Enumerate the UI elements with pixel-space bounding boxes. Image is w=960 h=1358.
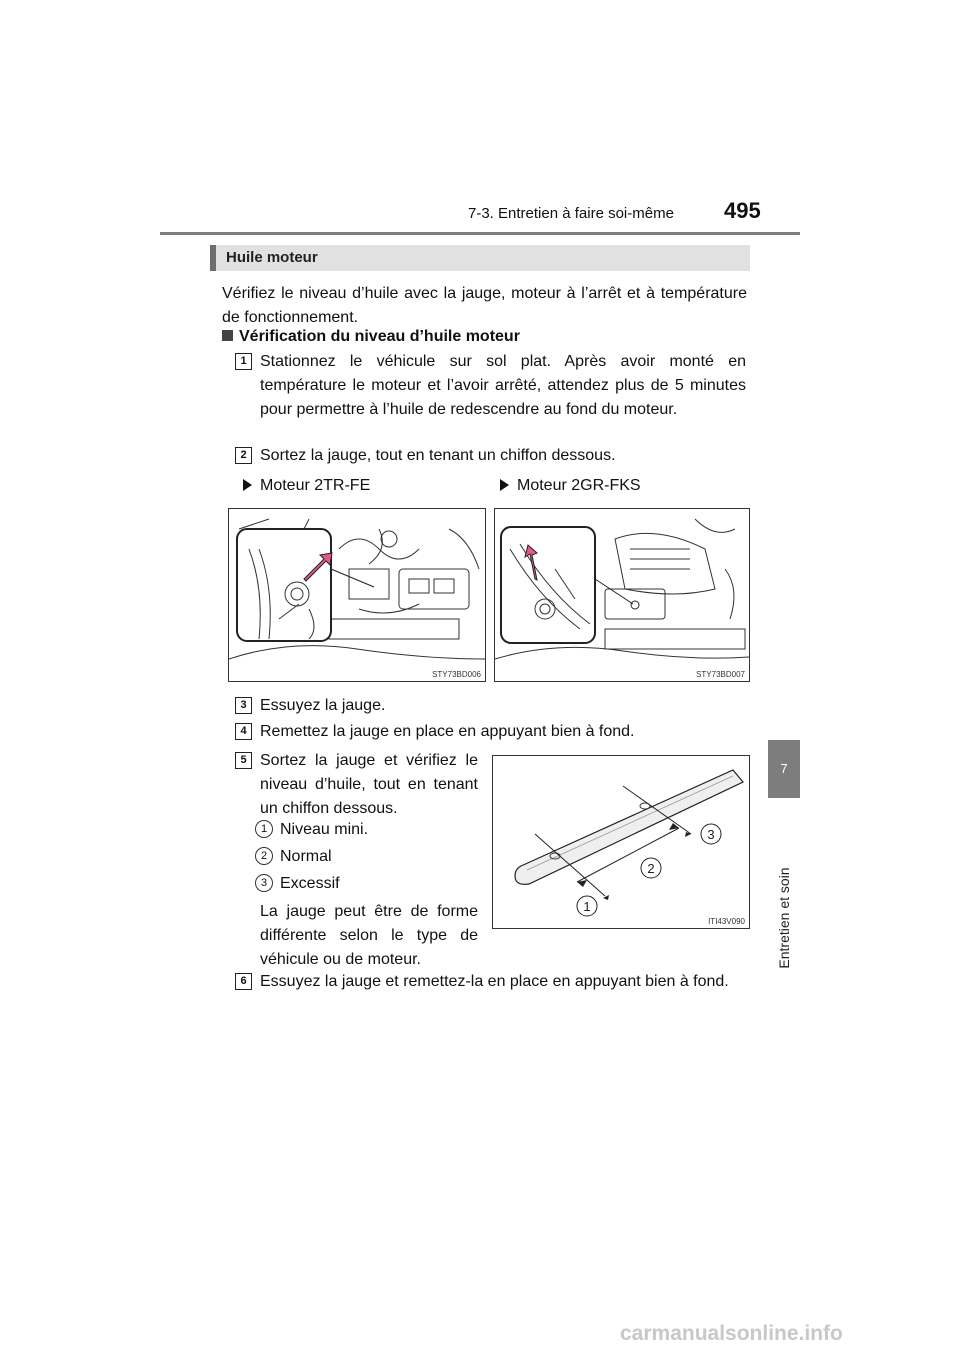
callout-number: 3 [707, 827, 715, 842]
chapter-label: Entretien et soin [776, 867, 792, 969]
step-number: 5 [235, 752, 252, 769]
step-number: 6 [235, 973, 252, 990]
step-text: Sortez la jauge, tout en tenant un chiffon dessous. [260, 447, 616, 464]
engine-label: Moteur 2TR-FE [243, 477, 370, 495]
legend-label: Niveau mini. [280, 821, 369, 838]
page-number: 495 [724, 198, 761, 223]
step-number: 2 [235, 447, 252, 464]
section-heading [210, 245, 750, 271]
legend-label: Excessif [280, 875, 340, 892]
watermark: carmanualsonline.info [620, 1322, 843, 1345]
step-number: 3 [235, 697, 252, 714]
legend-number: 3 [255, 874, 273, 892]
step-number: 1 [235, 353, 252, 370]
figure-code: ITI43V090 [708, 917, 745, 926]
triangle-bullet-icon [500, 479, 509, 491]
dipstick-illustration [492, 755, 750, 929]
running-header: 7-3. Entretien à faire soi-même [468, 205, 674, 222]
legend-label: Normal [280, 848, 332, 865]
chapter-tab: 7 [768, 740, 800, 798]
step-text: Remettez la jauge en place en appuyant bien à fond. [260, 723, 635, 740]
triangle-bullet-icon [243, 479, 252, 491]
engine-bay-illustration-2gr [494, 508, 750, 682]
square-bullet-icon [222, 330, 233, 341]
legend-number: 1 [255, 820, 273, 838]
figure-code: STY73BD006 [432, 670, 481, 679]
figure-code: STY73BD007 [696, 670, 745, 679]
header-rule [160, 232, 800, 235]
step-text: Essuyez la jauge et remettez-la en place en appuyant bien à fond. [260, 973, 729, 990]
legend-number: 2 [255, 847, 273, 865]
engine-bay-illustration-2tr [228, 508, 486, 682]
section-title: Huile moteur [226, 249, 318, 266]
engine-label: Moteur 2GR-FKS [500, 477, 641, 495]
intro-paragraph: Vérifiez le niveau d’huile avec la jauge, moteur à l’arrêt et à température de fonctionnement. [222, 285, 747, 326]
step-text: Essuyez la jauge. [260, 697, 386, 714]
dipstick-note: La jauge peut être de forme différente selon le type de véhicule ou de moteur. [260, 903, 478, 968]
step-text: Sortez la jauge et vérifiez le niveau d’huile, tout en tenant un chiffon dessous. [260, 752, 478, 817]
step-number: 4 [235, 723, 252, 740]
subheading: Vérification du niveau d’huile moteur [222, 328, 520, 346]
step-text: Stationnez le véhicule sur sol plat. Après avoir monté en température le moteur et l’avoir arrêté, attendez plus de 5 minutes pour permettre à l’huile de redescendre au fond du moteur. [260, 353, 746, 418]
callout-number: 2 [647, 861, 655, 876]
callout-number: 1 [583, 899, 591, 914]
